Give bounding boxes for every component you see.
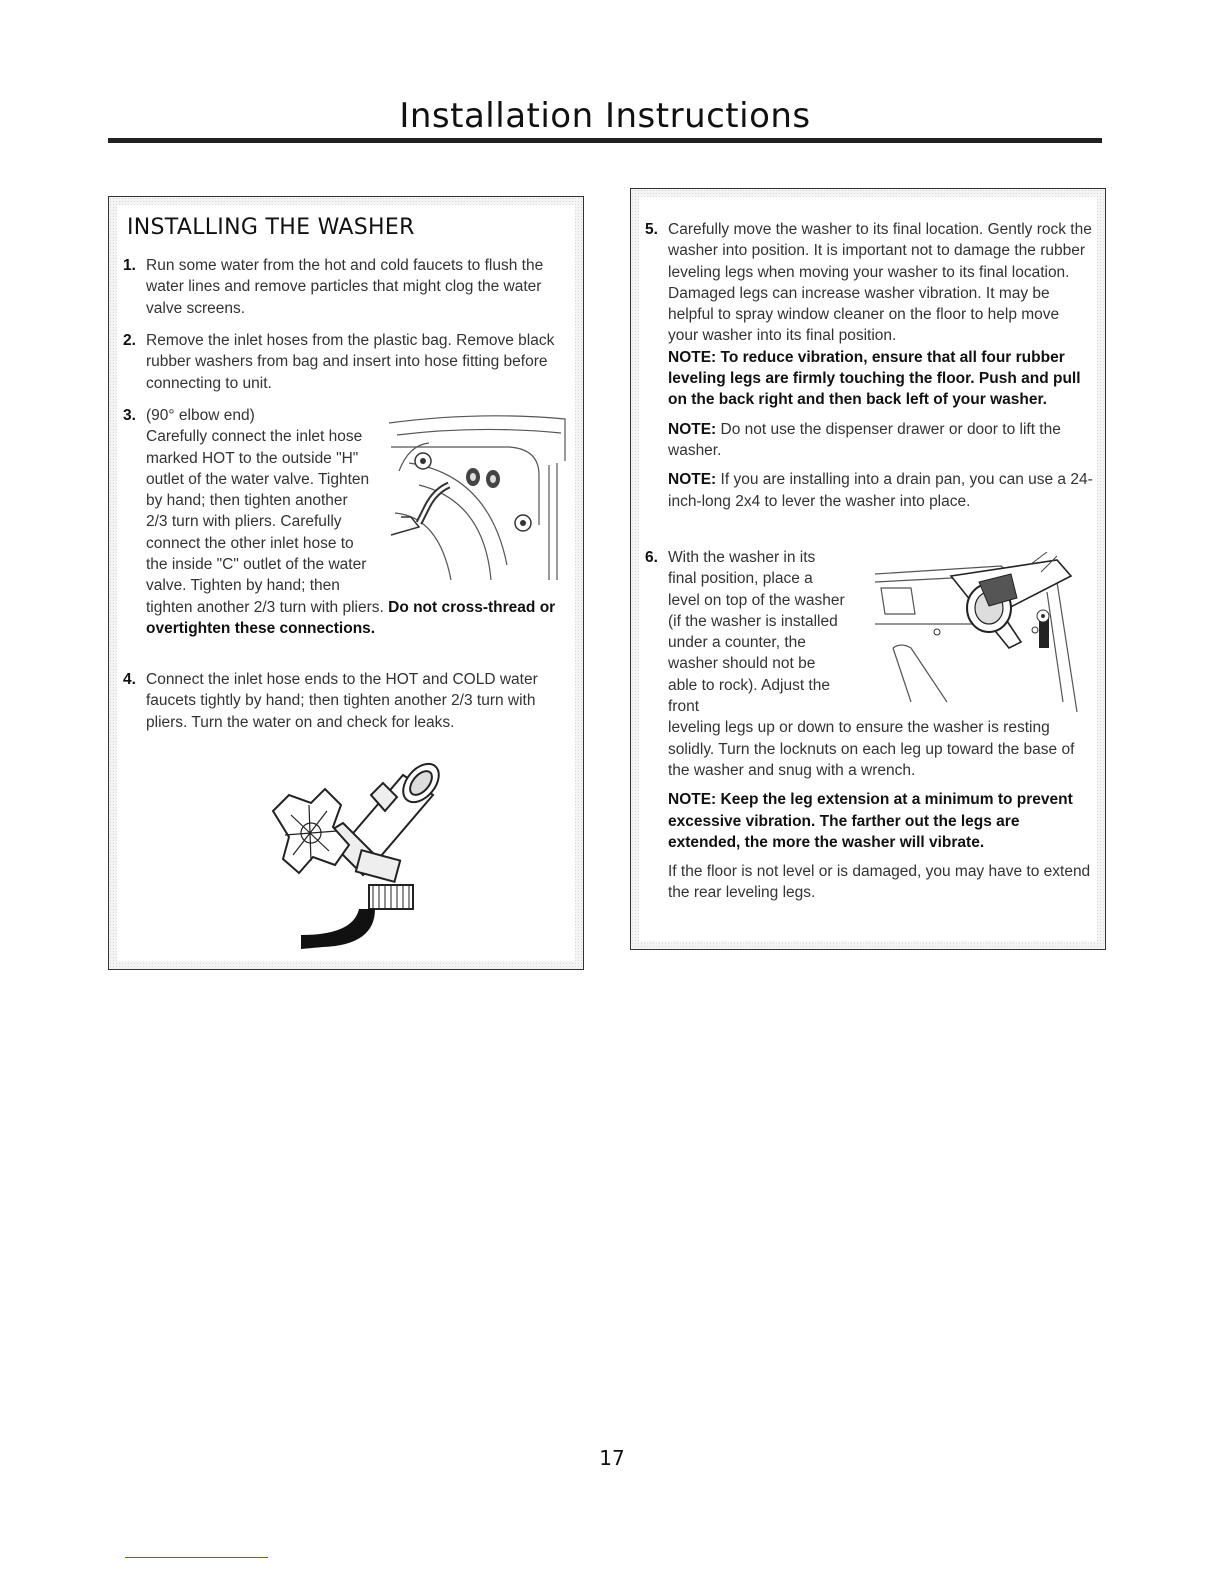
note-text: If you are installing into a drain pan, you can use a 24-inch-long 2x4 to lever the washer into place. <box>668 471 1093 510</box>
step-number: 1. <box>123 257 136 274</box>
warning-text: Do not cross-thread or overtighten these connections. <box>146 598 556 637</box>
step-number: 6. <box>645 549 658 566</box>
note-text: NOTE: Keep the leg extension at a minimum to prevent excessive vibration. The farther out the legs are extended, the more the washer will vibrate. <box>668 791 1073 851</box>
note-label: NOTE: <box>668 471 717 489</box>
step-5 <box>645 219 1093 512</box>
section-heading: INSTALLING THE WASHER <box>127 215 415 240</box>
footer-rule <box>125 1557 268 1558</box>
title-rule <box>108 138 1102 143</box>
step-number: 3. <box>123 407 136 424</box>
step-text: Remove the inlet hoses from the plastic bag. Remove black rubber washers from bag and insert into hose fitting before connecting to unit. <box>146 332 555 392</box>
note-text: NOTE: To reduce vibration, ensure that all four rubber leveling legs are firmly touching the floor. Push and pull on the back right and then back left of your washer. <box>668 348 1081 409</box>
step-text: (90° elbow end) <box>146 407 255 424</box>
step-number: 5. <box>645 221 658 238</box>
left-panel-content <box>117 205 575 961</box>
step-1 <box>123 255 563 319</box>
page-number: 17 <box>599 1446 625 1470</box>
water-valve-illustration <box>389 405 573 585</box>
step-4 <box>123 669 569 733</box>
right-panel-content <box>639 197 1097 941</box>
step-text: Carefully move the washer to its final location. Gently rock the washer into position. It is important not to damage the rubber leveling legs when moving your washer to its final location. Damaged legs can increase washer vibration. It may be helpful to spray window cleaner on the floor to help move your washer into its final position. <box>668 221 1092 345</box>
step-number: 4. <box>123 671 136 688</box>
step-text: Carefully connect the inlet hose marked HOT to the outside "H" outlet of the water valve. Tighten by hand; then tighten another 2/3 turn with pliers. Carefully connect the other inlet hose to the inside "C" outlet of the water valve. Tighten by hand; then <box>146 428 370 595</box>
step-text: With the washer in its final position, place a level on top of the washer (if the washer is installed under a counter, the washer should not be able to rock). Adjust the front <box>668 549 845 716</box>
note-label: NOTE: <box>668 420 717 438</box>
step-2 <box>123 330 569 394</box>
left-panel <box>108 196 584 970</box>
right-panel <box>630 188 1106 950</box>
step-text: tighten another 2/3 turn with pliers. <box>146 598 384 616</box>
page-title: Installation Instructions <box>399 96 811 136</box>
faucet-illustration <box>263 735 463 955</box>
note-text: Do not use the dispenser drawer or door to lift the washer. <box>668 420 1061 459</box>
step-text: If the floor is not level or is damaged, you may have to extend the rear leveling legs. <box>668 863 1091 902</box>
step-number: 2. <box>123 332 136 349</box>
step-text: Connect the inlet hose ends to the HOT and COLD water faucets tightly by hand; then tighten another 2/3 turn with pliers. Turn the water on and check for leaks. <box>146 671 538 731</box>
leveling-leg-illustration <box>871 552 1093 712</box>
step-text: Run some water from the hot and cold faucets to flush the water lines and remove particles that might clog the water valve screens. <box>146 257 544 317</box>
step-text: leveling legs up or down to ensure the washer is resting solidly. Turn the locknuts on each leg up toward the base of the washer and snug with a wrench. <box>668 719 1075 779</box>
